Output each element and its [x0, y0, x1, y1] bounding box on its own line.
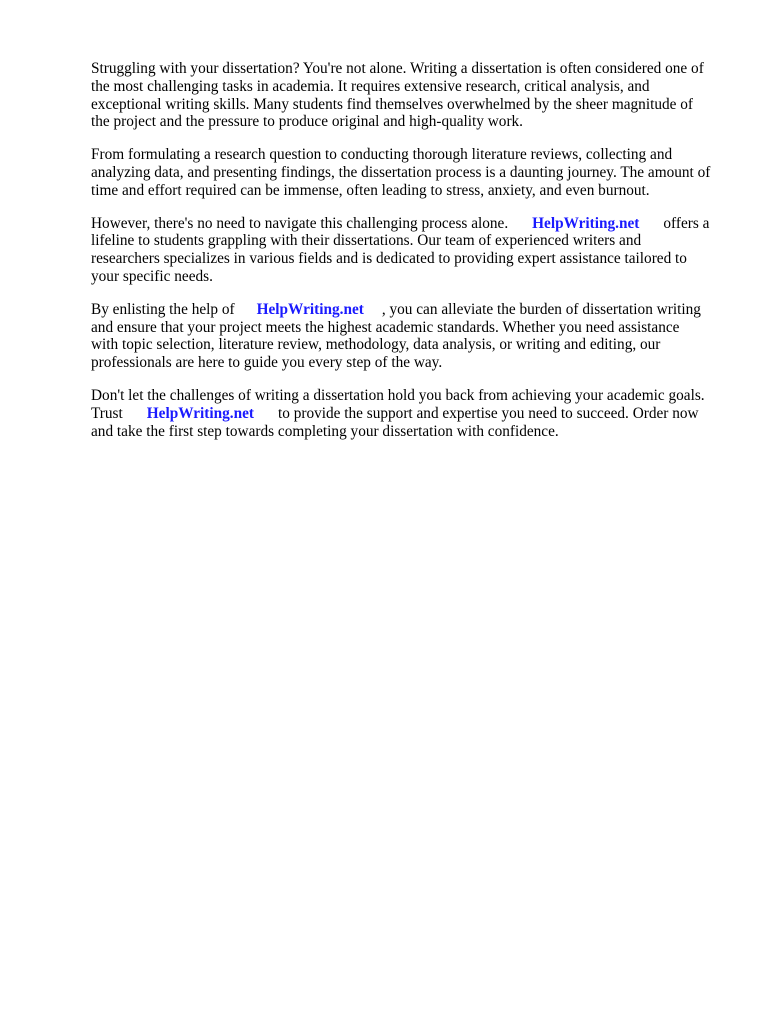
- text-line: your specific needs.: [91, 267, 213, 285]
- paragraph-intro: [91, 60, 731, 131]
- text-line: and ensure that your project meets the highest academic standards. Whether you need assistance: [91, 318, 680, 336]
- text-line: analyzing data, and presenting findings, the dissertation process is a daunting journey. The amount of: [91, 163, 711, 181]
- helpwriting-link[interactable]: HelpWriting.net: [146, 404, 254, 422]
- text-line: exceptional writing skills. Many students find themselves overwhelmed by the sheer magnitude of: [91, 95, 693, 113]
- paragraph-offer: [91, 215, 731, 286]
- text-line: From formulating a research question to conducting thorough literature reviews, collecting and: [91, 146, 673, 164]
- paragraph-benefits: [91, 301, 731, 372]
- helpwriting-link[interactable]: HelpWriting.net: [532, 214, 640, 232]
- text-line: Struggling with your dissertation? You're not alone. Writing a dissertation is often considered one of: [91, 60, 704, 77]
- paragraph-call-to-action: [91, 387, 731, 440]
- text-line: [91, 215, 731, 233]
- text-segment: , you can alleviate the burden of dissertation writing: [381, 300, 701, 318]
- text-line: [91, 301, 731, 319]
- text-segment: offers a: [663, 214, 710, 232]
- text-line: professionals are here to guide you every step of the way.: [91, 354, 443, 372]
- document-body: [91, 60, 731, 455]
- text-segment: By enlisting the help of: [91, 300, 235, 318]
- text-line: and take the first step towards completing your dissertation with confidence.: [91, 422, 559, 440]
- text-segment: to provide the support and expertise you need to succeed. Order now: [278, 404, 699, 422]
- text-line: researchers specializes in various fields and is dedicated to providing expert assistance tailored to: [91, 250, 687, 268]
- paragraph-process: [91, 146, 731, 199]
- text-line: [91, 405, 731, 423]
- text-line: lifeline to students grappling with their dissertations. Our team of experienced writers and: [91, 232, 642, 250]
- helpwriting-link[interactable]: HelpWriting.net: [256, 300, 364, 318]
- text-segment: Trust: [91, 404, 123, 422]
- text-line: with topic selection, literature review, methodology, data analysis, or writing and editing, our: [91, 336, 661, 354]
- text-line: Don't let the challenges of writing a dissertation hold you back from achieving your academic goals.: [91, 386, 705, 404]
- text-line: the most challenging tasks in academia. It requires extensive research, critical analysis, and: [91, 77, 650, 95]
- text-segment: However, there's no need to navigate this challenging process alone.: [91, 214, 509, 232]
- text-line: time and effort required can be immense, often leading to stress, anxiety, and even burnout.: [91, 181, 650, 199]
- text-line: the project and the pressure to produce original and high-quality work.: [91, 113, 524, 131]
